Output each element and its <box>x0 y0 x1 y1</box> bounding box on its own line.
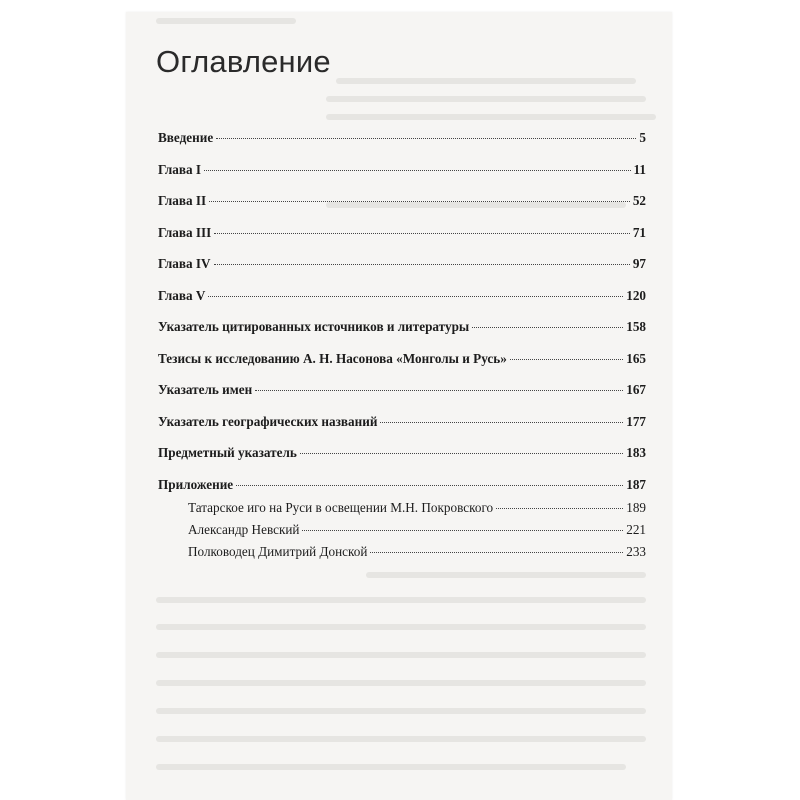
dot-leader <box>209 201 630 202</box>
toc-entry-label: Указатель имен <box>158 382 255 398</box>
toc-entry-chapter-1[interactable] <box>158 162 646 194</box>
book-page <box>126 12 672 800</box>
toc-subentry-dmitry-donskoy[interactable] <box>188 544 646 566</box>
dot-leader <box>236 485 623 486</box>
toc-entry-theses[interactable] <box>158 351 646 383</box>
toc-entry-page: 158 <box>623 319 646 335</box>
toc-entry-geography-index[interactable] <box>158 414 646 446</box>
toc-entry-page: 183 <box>623 445 646 461</box>
toc-entry-page: 233 <box>623 544 646 560</box>
bleed-line <box>326 96 646 102</box>
bleed-line <box>156 18 296 24</box>
bleed-line <box>156 624 646 630</box>
dot-leader <box>496 508 623 509</box>
bleed-line <box>156 764 626 770</box>
bleed-line <box>156 652 646 658</box>
toc-entry-label: Глава V <box>158 288 208 304</box>
toc-entry-page: 221 <box>623 522 646 538</box>
toc-entry-label: Указатель географических названий <box>158 414 380 430</box>
toc-entry-chapter-2[interactable] <box>158 193 646 225</box>
dot-leader <box>302 530 623 531</box>
toc-entry-label: Приложение <box>158 477 236 493</box>
toc-entry-page: 52 <box>630 193 646 209</box>
toc-entry-page: 97 <box>630 256 646 272</box>
toc-entry-chapter-3[interactable] <box>158 225 646 257</box>
dot-leader <box>370 552 623 553</box>
toc-entry-page: 177 <box>623 414 646 430</box>
bleed-line <box>366 572 646 578</box>
toc-entry-label: Тезисы к исследованию А. Н. Насонова «Монголы и Русь» <box>158 351 510 367</box>
bleed-line <box>336 78 636 84</box>
toc-entry-page: 71 <box>630 225 646 241</box>
dot-leader <box>510 359 623 360</box>
toc-entry-sources-index[interactable] <box>158 319 646 351</box>
toc-entry-page: 11 <box>631 162 646 178</box>
toc-entry-label: Введение <box>158 130 216 146</box>
toc-entry-page: 167 <box>623 382 646 398</box>
toc-entry-label: Глава II <box>158 193 209 209</box>
toc-entry-label: Александр Невский <box>188 522 302 538</box>
toc-entry-page: 165 <box>623 351 646 367</box>
dot-leader <box>214 233 630 234</box>
bleed-line <box>326 114 656 120</box>
dot-leader <box>204 170 630 171</box>
toc-subentry-alexander-nevsky[interactable] <box>188 522 646 544</box>
toc-entry-chapter-5[interactable] <box>158 288 646 320</box>
toc-subentry-tatar-yoke[interactable] <box>188 500 646 522</box>
dot-leader <box>300 453 623 454</box>
toc-entry-page: 5 <box>636 130 646 146</box>
bleed-line <box>156 708 646 714</box>
toc-entry-names-index[interactable] <box>158 382 646 414</box>
dot-leader <box>472 327 623 328</box>
toc-entry-page: 120 <box>623 288 646 304</box>
toc-entry-label: Татарское иго на Руси в освещении М.Н. Покровского <box>188 500 496 516</box>
toc-entry-page: 189 <box>623 500 646 516</box>
toc-entry-label: Указатель цитированных источников и литературы <box>158 319 472 335</box>
bleed-line <box>156 597 646 603</box>
toc-entry-label: Глава IV <box>158 256 214 272</box>
dot-leader <box>214 264 630 265</box>
toc-entry-label: Полководец Димитрий Донской <box>188 544 370 560</box>
dot-leader <box>208 296 623 297</box>
toc-entry-label: Предметный указатель <box>158 445 300 461</box>
toc-entry-label: Глава I <box>158 162 204 178</box>
dot-leader <box>380 422 623 423</box>
bleed-line <box>156 736 646 742</box>
page-title: Оглавление <box>156 44 331 79</box>
toc-entry-chapter-4[interactable] <box>158 256 646 288</box>
toc-entry-page: 187 <box>623 477 646 493</box>
toc-entry-subject-index[interactable] <box>158 445 646 477</box>
bleed-line <box>156 680 646 686</box>
dot-leader <box>216 138 636 139</box>
table-of-contents <box>158 130 646 566</box>
toc-entry-label: Глава III <box>158 225 214 241</box>
dot-leader <box>255 390 623 391</box>
toc-entry-introduction[interactable] <box>158 130 646 162</box>
